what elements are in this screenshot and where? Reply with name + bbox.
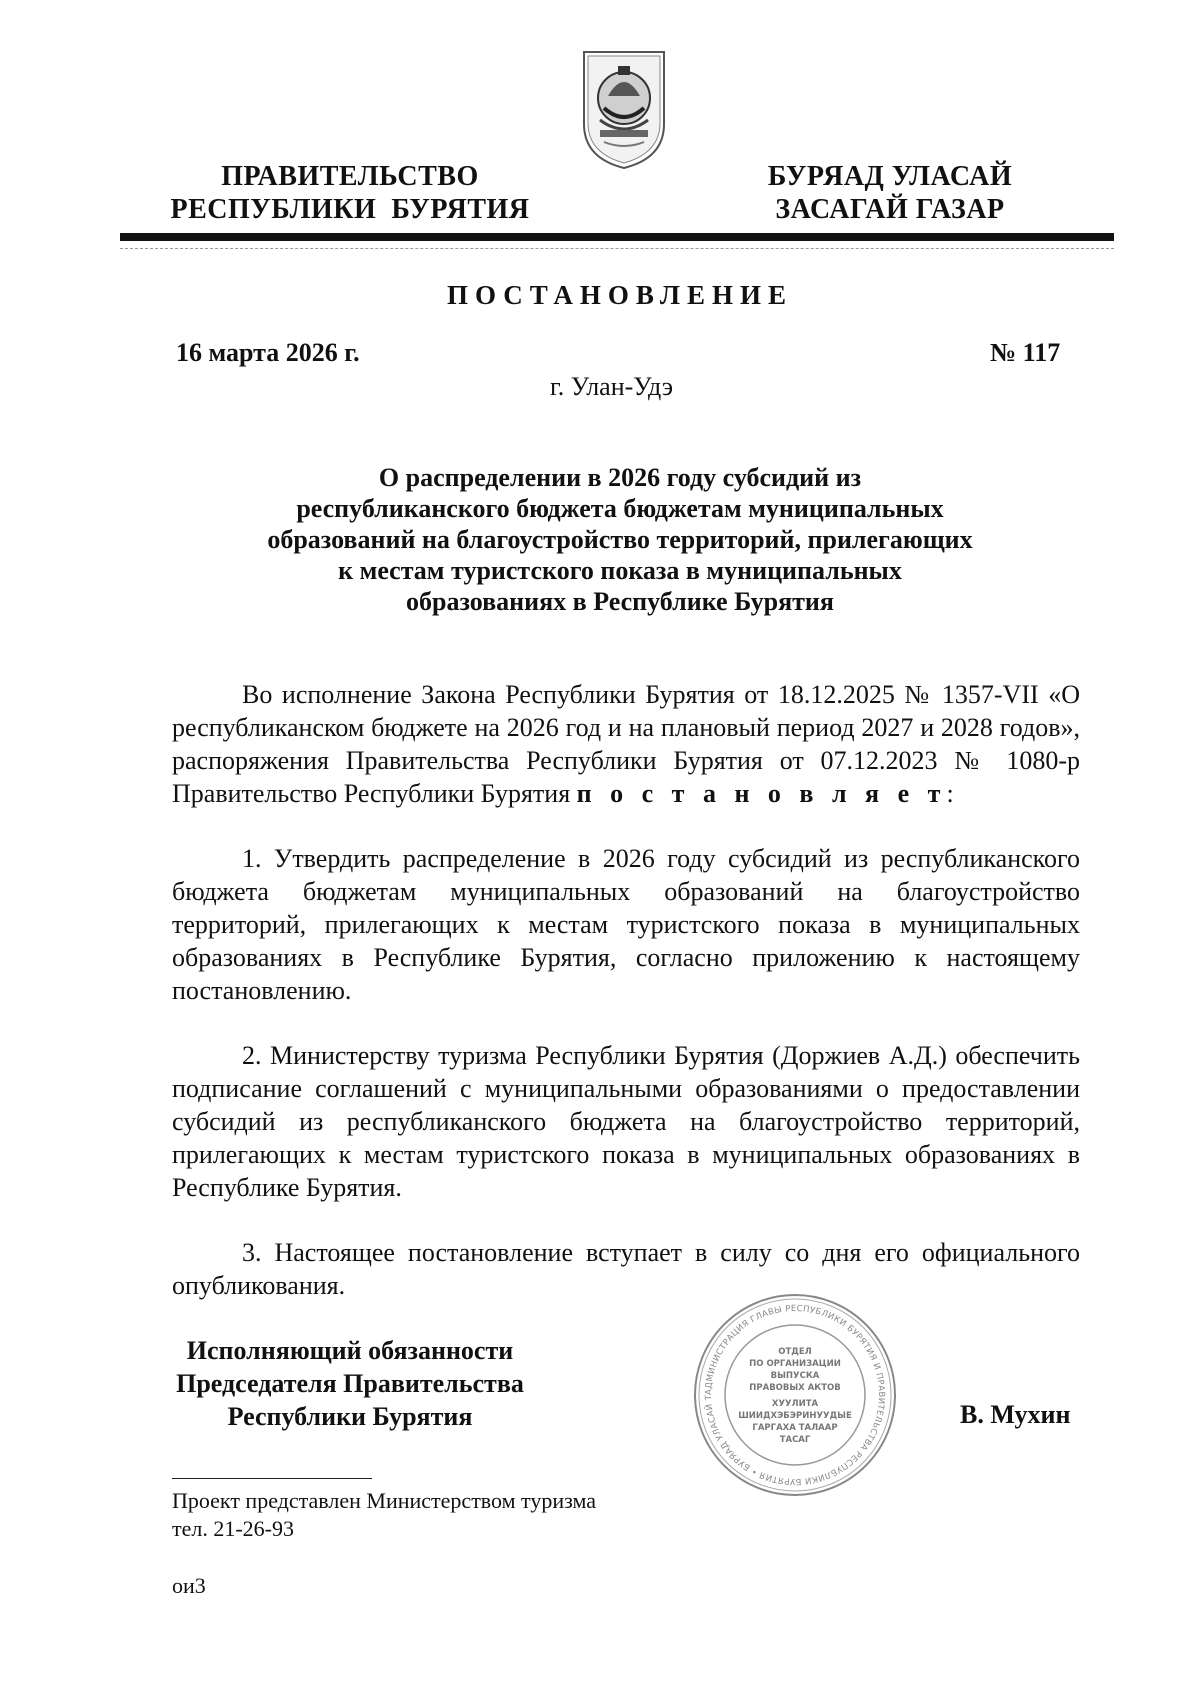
header-left-line1: ПРАВИТЕЛЬСТВО [221, 161, 479, 192]
preamble-paragraph [172, 678, 1080, 810]
coat-of-arms-icon [578, 46, 670, 172]
stamp-text: ВЫПУСКА [770, 1371, 820, 1381]
document-date: 16 марта 2026 г. [176, 338, 360, 367]
document-code: ои3 [172, 1573, 206, 1598]
stamp-text: ПРАВОВЫХ АКТОВ [749, 1383, 841, 1393]
stamp-text: ТАСАГ [779, 1435, 811, 1445]
header-divider-thin [120, 248, 1114, 249]
signatory-position [150, 1334, 550, 1433]
header-left [150, 160, 550, 226]
document-city: г. Улан-Удэ [550, 372, 674, 401]
item-2: 2. Министерству туризма Республики Бурятия (Доржиев А.Д.) обеспечить подписание соглашений с муниципальными образованиями о предоставлении субсидий из республиканского бюджета на благоустройство территорий, прилегающих к местам туристского показа в муниципальных образованиях в Республике Бурятия. [172, 1041, 1080, 1202]
header-divider [120, 233, 1114, 241]
header-left-line2: РЕСПУБЛИКИ БУРЯТИЯ [170, 194, 530, 225]
official-stamp [690, 1290, 900, 1500]
project-note: Проект представлен Министерством туризма [172, 1488, 597, 1513]
preamble-end: : [946, 779, 954, 808]
preamble-keyword: п о с т а н о в л я е т [576, 779, 947, 808]
position-line: Республики Бурятия [227, 1402, 473, 1431]
footnote [172, 1487, 596, 1543]
stamp-text: ОТДЕЛ [778, 1347, 812, 1357]
stamp-text: ПО ОРГАНИЗАЦИИ [749, 1359, 841, 1369]
subject-line: О распределении в 2026 году субсидий из [378, 463, 862, 492]
stamp-text: ГАРГАХА ТАЛААР [752, 1423, 838, 1433]
stamp-text: ШИИДХЭБЭРИНУУДЫЕ [738, 1411, 852, 1421]
phone-number: тел. 21-26-93 [172, 1516, 295, 1541]
stamp-text: ХУУЛИТА [771, 1399, 819, 1409]
header-right-line2: ЗАСАГАЙ ГАЗАР [775, 194, 1005, 225]
subject-line: республиканского бюджета бюджетам муниципальных [296, 494, 944, 523]
preamble-text: Во исполнение Закона Республики Бурятия от 18.12.2025 № 1357-VII «О республиканском бюджете на 2026 год и на плановый период 2027 и 2028 годов», распоряжения Правительства Республики Бурятия от 07.12.2023 № 1080-р Правительство Республики Бурятия [172, 680, 1080, 808]
document-number: № 117 [990, 338, 1061, 367]
header-right [700, 160, 1080, 226]
subject-line: образований на благоустройство территорий, прилегающих [267, 525, 973, 554]
stamp-ring-text: АДМИНИСТРАЦИЯ ГЛАВЫ РЕСПУБЛИКИ БУРЯТИЯ И ПРАВИТЕЛЬСТВА РЕСПУБЛИКИ БУРЯТИЯ • БУРЯАД УЛАСАЙ Т [703, 1303, 887, 1487]
signatory-name: В. Мухин [960, 1400, 1071, 1429]
position-line: Председателя Правительства [176, 1369, 524, 1398]
subject-line: к местам туристского показа в муниципальных [338, 556, 902, 585]
position-line: Исполняющий обязанности [186, 1336, 514, 1365]
subject-line: образованиях в Республике Бурятия [406, 587, 834, 616]
item-3: 3. Настоящее постановление вступает в силу со дня его официального опубликования. [172, 1238, 1080, 1300]
footnote-rule [172, 1478, 372, 1479]
header-right-line1: БУРЯАД УЛАСАЙ [767, 161, 1013, 192]
document-subject [180, 462, 1060, 617]
item-1: 1. Утвердить распределение в 2026 году субсидий из республиканского бюджета бюджетам муниципальных образований на благоустройство территорий, прилегающих к местам туристского показа в муниципальных образованиях в Республике Бурятия, согласно приложению к настоящему постановлению. [172, 844, 1080, 1005]
document-title: ПОСТАНОВЛЕНИЕ [446, 280, 794, 310]
document-body [172, 678, 1080, 1302]
